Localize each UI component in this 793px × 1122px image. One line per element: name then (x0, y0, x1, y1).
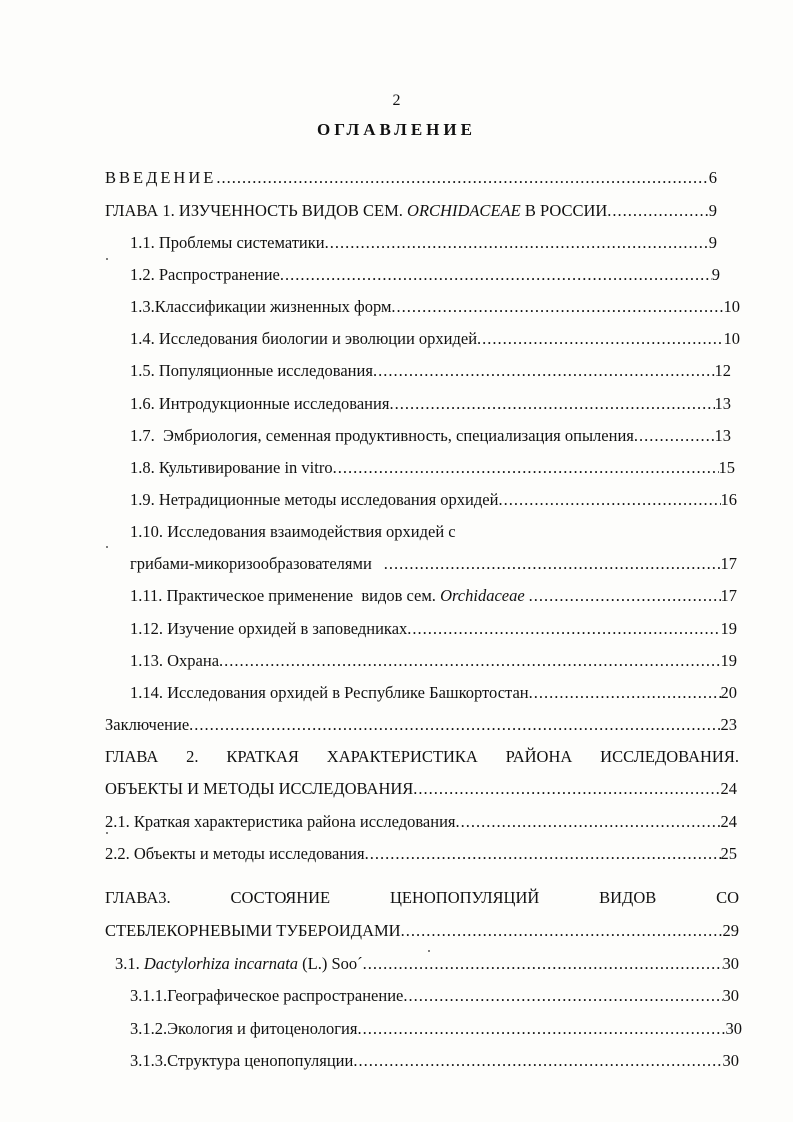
dot-leader (607, 201, 708, 221)
toc-entry (105, 921, 739, 941)
toc-word: ЦЕНОПОПУЛЯЦИЙ (389, 888, 540, 907)
toc-entry-title: 1.7. Эмбриология, семенная продуктивность, специализация опыления (130, 426, 634, 445)
toc-entry-title: 1.11. Практическое применение видов сем. Orchidaceae (130, 586, 525, 605)
dot-leader (216, 168, 708, 188)
toc-entry (130, 361, 731, 381)
toc-entry-page: 6 (708, 168, 717, 187)
dot-leader (333, 458, 719, 478)
toc-word: ВИДОВ (599, 888, 657, 907)
scan-speck (106, 832, 108, 834)
dot-leader (353, 1051, 722, 1071)
toc-entry-page: 10 (723, 329, 740, 348)
dot-leader (189, 715, 720, 735)
toc-word: КРАТКАЯ (226, 747, 299, 766)
toc-entry-page: 20 (720, 683, 737, 702)
toc-entry-title: 3.1.1.Географическое распространение (130, 986, 404, 1005)
toc-entry (130, 265, 720, 285)
dot-leader (477, 329, 723, 349)
toc-entry-page: 30 (722, 1051, 739, 1070)
toc-entry-title: 1.2. Распространение (130, 265, 280, 284)
toc-entry (130, 554, 737, 574)
dot-leader (529, 683, 721, 703)
toc-entry-title: 1.14. Исследования орхидей в Республике Башкортостан (130, 683, 529, 702)
toc-entry-title: ГЛАВА 1. ИЗУЧЕННОСТЬ ВИДОВ СЕМ. ORCHIDACEAE В РОССИИ (105, 201, 608, 220)
toc-entry (130, 490, 737, 510)
toc-entry (105, 812, 737, 832)
toc-word: ИССЛЕДОВАНИЯ. (600, 747, 739, 766)
toc-entry (115, 954, 739, 974)
toc-entry-title: 1.6. Интродукционные исследования (130, 394, 390, 413)
toc-entry (130, 329, 740, 349)
toc-word: 2. (186, 747, 199, 766)
toc-entry-page: 24 (720, 779, 737, 798)
dot-leader (403, 986, 722, 1006)
toc-entry-page: 19 (720, 619, 737, 638)
dot-leader (373, 361, 715, 381)
dot-leader (384, 554, 721, 574)
toc-entry-title: ВВЕДЕНИЕ (105, 168, 217, 187)
dot-leader (363, 954, 723, 974)
toc-entry-page: 23 (720, 715, 737, 734)
dot-leader (389, 394, 714, 414)
toc-entry-title: 3.1.3.Структура ценопопуляции (130, 1051, 354, 1070)
toc-entry (130, 458, 735, 478)
toc-entry (130, 651, 737, 671)
toc-entry (130, 683, 737, 703)
dot-leader (401, 921, 723, 941)
dot-leader (219, 651, 720, 671)
toc-entry-page: 24 (720, 812, 737, 831)
dot-leader (456, 812, 721, 832)
toc-entry-page: 19 (720, 651, 737, 670)
scan-speck (106, 546, 108, 548)
toc-entry-title: ОБЪЕКТЫ И МЕТОДЫ ИССЛЕДОВАНИЯ (105, 779, 414, 798)
toc-word: РАЙОНА (505, 747, 573, 766)
page-number: 2 (392, 92, 401, 109)
toc-entry-title: 1.4. Исследования биологии и эволюции орхидей (130, 329, 478, 348)
toc-entry-title: 1.13. Охрана (130, 651, 220, 670)
toc-entry-page: 17 (720, 586, 737, 605)
toc-entry-title: 3.1.2.Экология и фитоценология (130, 1019, 358, 1038)
toc-word: ГЛАВА3. (105, 888, 171, 907)
toc-entry (130, 426, 731, 446)
dot-leader (280, 265, 712, 285)
toc-entry-page: 17 (720, 554, 737, 573)
toc-entry (105, 201, 717, 221)
dot-leader (365, 844, 721, 864)
toc-entry-page: 30 (722, 986, 739, 1005)
toc-entry-title: 1.5. Популяционные исследования (130, 361, 373, 380)
toc-entry-title: 2.2. Объекты и методы исследования (105, 844, 365, 863)
toc-entry (130, 586, 737, 606)
toc-entry-title: 1.3.Классификации жизненных форм (130, 297, 392, 316)
toc-entry (130, 1051, 739, 1071)
toc-entry-page: 10 (723, 297, 740, 316)
toc-entry-title: 1.1. Проблемы систематики (130, 233, 325, 252)
toc-entry-page: 25 (720, 844, 737, 863)
toc-word: СОСТОЯНИЕ (230, 888, 331, 907)
toc-entry-title: 1.8. Культивирование in vitro (130, 458, 333, 477)
dot-leader (391, 297, 723, 317)
toc-entry-title: 2.1. Краткая характеристика района исследования (105, 812, 456, 831)
toc-entry (130, 297, 740, 317)
toc-entry-title: грибами-микоризообразователями (130, 554, 372, 573)
toc-entry-justified (105, 747, 739, 767)
dot-leader (529, 586, 721, 606)
toc-entry-page: 9 (708, 201, 717, 220)
toc-entry (105, 715, 737, 735)
toc-entry-justified (105, 888, 739, 908)
dot-leader (407, 619, 720, 639)
toc-entry (130, 233, 717, 253)
dot-leader (357, 1019, 725, 1039)
toc-entry-title: Заключение (105, 715, 190, 734)
toc-entry (105, 844, 737, 864)
toc-entry-page: 15 (718, 458, 735, 477)
toc-entry-title: 1.10. Исследования взаимодействия орхидей с (130, 522, 456, 541)
toc-entry (105, 779, 737, 799)
toc-entry-page: 13 (714, 426, 731, 445)
toc-entry-title: 1.9. Нетрадиционные методы исследования орхидей (130, 490, 499, 509)
toc-entry-page: 9 (708, 233, 717, 252)
toc-entry (130, 619, 737, 639)
dot-leader (325, 233, 709, 253)
toc-word: СО (716, 888, 739, 907)
toc-entry-page: 30 (725, 1019, 742, 1038)
toc-entry-title: 3.1. Dactylorhiza incarnata (L.) Soo´ (115, 954, 363, 973)
toc-entry (130, 394, 731, 414)
toc-entry (105, 168, 717, 188)
scan-speck (428, 950, 430, 952)
toc-entry (130, 986, 739, 1006)
toc-word: ГЛАВА (105, 747, 159, 766)
toc-entry-page: 12 (714, 361, 731, 380)
dot-leader (413, 779, 720, 799)
toc-entry-page: 9 (711, 265, 720, 284)
dot-leader (498, 490, 720, 510)
page-title: ОГЛАВЛЕНИЕ (317, 120, 476, 139)
toc-entry-page: 16 (720, 490, 737, 509)
toc-entry-page: 30 (722, 954, 739, 973)
toc-entry-title: 1.12. Изучение орхидей в заповедниках (130, 619, 408, 638)
toc-entry (130, 1019, 742, 1039)
toc-entry-title: СТЕБЛЕКОРНЕВЫМИ ТУБЕРОИДАМИ (105, 921, 401, 940)
toc-word: ХАРАКТЕРИСТИКА (326, 747, 478, 766)
toc-entry-page: 13 (714, 394, 731, 413)
toc-entry-page: 29 (722, 921, 739, 940)
dot-leader (634, 426, 715, 446)
scan-speck (106, 258, 108, 260)
